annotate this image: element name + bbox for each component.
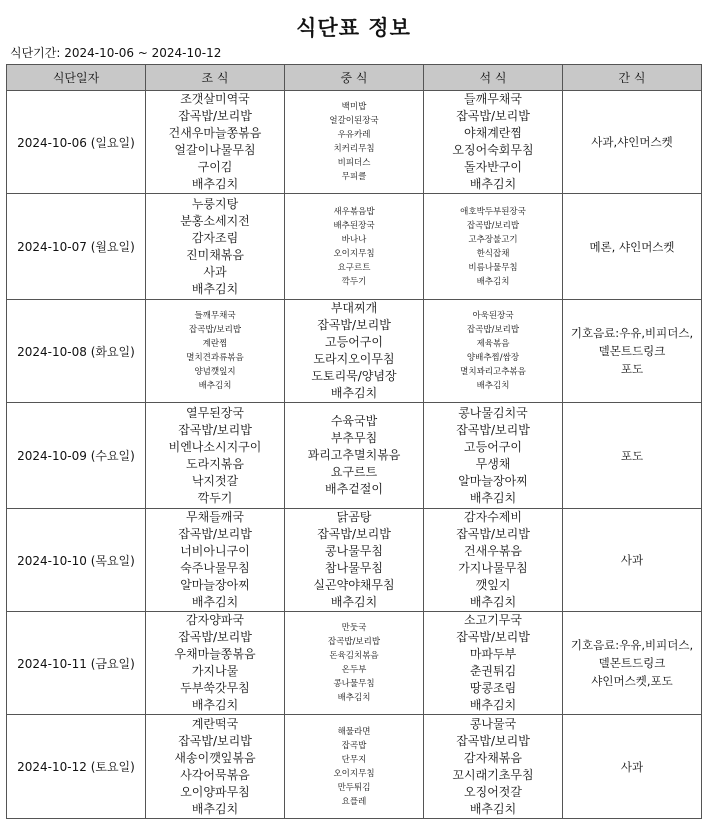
menu-item: 잡곡밥/보리밥 xyxy=(178,527,252,541)
menu-item: 고추장불고기 xyxy=(468,234,518,245)
menu-item: 배추김치 xyxy=(469,177,517,191)
meal-table xyxy=(6,64,702,819)
menu-item: 깻잎지 xyxy=(475,578,511,592)
menu-item: 배추김치 xyxy=(191,698,239,712)
menu-item: 실곤약야채무침 xyxy=(313,578,395,592)
lunch-cell xyxy=(285,715,424,819)
menu-item: 잡곡밥/보리밥 xyxy=(178,109,252,123)
breakfast-cell xyxy=(146,300,285,403)
lunch-cell xyxy=(285,300,424,403)
menu-item: 사각어묵볶음 xyxy=(180,767,250,782)
menu-item: 고등어구이 xyxy=(464,439,522,454)
menu-item: 조갯살미역국 xyxy=(180,92,250,106)
breakfast-cell xyxy=(146,194,285,300)
menu-item: 배추김치 xyxy=(191,281,239,296)
table-row xyxy=(7,403,702,509)
menu-item: 잡곡밥/보리밥 xyxy=(317,527,391,541)
table-row xyxy=(7,300,702,403)
menu-item: 잡곡밥/보리밥 xyxy=(178,422,252,437)
menu-item: 잡곡밥/보리밥 xyxy=(188,325,242,335)
date-cell: 2024-10-08 (화요일) xyxy=(7,300,146,403)
table-row xyxy=(7,509,702,612)
date-cell: 2024-10-11 (금요일) xyxy=(7,612,146,715)
menu-item: 잡곡밥/보리밥 xyxy=(456,527,530,541)
menu-item: 비엔나소시지구이 xyxy=(168,439,262,454)
dinner-cell xyxy=(424,300,563,403)
header-lunch: 중 식 xyxy=(285,65,424,91)
menu-item: 알마늘장아찌 xyxy=(458,473,528,488)
menu-item: 만두튀김 xyxy=(337,782,371,793)
menu-item: 아욱된장국 xyxy=(472,311,514,321)
menu-item: 콩나물무침 xyxy=(333,679,375,689)
menu-item: 잡곡밥/보리밥 xyxy=(456,422,530,437)
snack-item: 델몬트드링크 xyxy=(598,656,666,670)
menu-item: 진미채볶음 xyxy=(186,247,244,262)
menu-item: 양념깻잎지 xyxy=(194,367,236,377)
header-breakfast: 조 식 xyxy=(146,65,285,91)
snack-cell xyxy=(563,403,702,509)
dinner-cell xyxy=(424,194,563,300)
snack-item: 델몬트드링크 xyxy=(598,344,666,358)
menu-item: 낙지젓갈 xyxy=(191,473,239,488)
menu-item: 도토리묵/양념장 xyxy=(311,369,397,383)
menu-item: 배추김치 xyxy=(330,386,378,400)
menu-item: 무피클 xyxy=(341,172,367,182)
snack-item: 기호음료:우유,비피더스, xyxy=(570,638,694,652)
snack-item: 사과 xyxy=(620,553,644,567)
menu-item: 만둣국 xyxy=(341,623,367,633)
snack-cell xyxy=(563,715,702,819)
menu-item: 열무된장국 xyxy=(186,405,244,420)
lunch-cell xyxy=(285,509,424,612)
dinner-cell xyxy=(424,403,563,509)
menu-item: 잡곡밥 xyxy=(341,740,367,751)
menu-item: 들깨무채국 xyxy=(464,92,522,106)
breakfast-cell xyxy=(146,403,285,509)
snack-item: 사과,샤인머스켓 xyxy=(591,135,673,149)
menu-item: 잡곡밥/보리밥 xyxy=(456,733,530,748)
menu-item: 잡곡밥/보리밥 xyxy=(317,318,391,332)
menu-item: 배추김치 xyxy=(330,595,378,609)
menu-item: 알마늘장아찌 xyxy=(180,578,250,592)
menu-item: 소고기무국 xyxy=(464,613,522,627)
lunch-cell xyxy=(285,612,424,715)
menu-item: 감자수제비 xyxy=(464,510,522,524)
menu-item: 도라지오이무침 xyxy=(313,352,395,366)
menu-item: 비름나물무침 xyxy=(468,262,518,273)
snack-item: 포도 xyxy=(620,448,644,463)
date-cell: 2024-10-06 (일요일) xyxy=(7,91,146,194)
menu-item: 꽈리고추멸치볶음 xyxy=(307,448,401,462)
menu-item: 돌자반구이 xyxy=(464,160,522,174)
menu-item: 배추김치 xyxy=(191,801,239,816)
menu-item: 배추김치 xyxy=(469,490,517,505)
menu-item: 요구르트 xyxy=(330,465,378,479)
menu-item: 수육국밥 xyxy=(330,414,378,428)
menu-item: 콩나물김치국 xyxy=(458,405,528,420)
header-dinner: 석 식 xyxy=(424,65,563,91)
menu-item: 치커리무침 xyxy=(333,144,375,154)
snack-item: 사과 xyxy=(620,759,644,774)
menu-item: 고등어구이 xyxy=(325,335,383,349)
menu-item: 야채계란찜 xyxy=(464,126,522,140)
date-cell: 2024-10-07 (월요일) xyxy=(7,194,146,300)
menu-item: 잡곡밥/보리밥 xyxy=(456,630,530,644)
dinner-cell xyxy=(424,715,563,819)
menu-item: 춘권튀김 xyxy=(469,664,517,678)
menu-item: 오이양파무침 xyxy=(180,784,250,799)
lunch-cell xyxy=(285,91,424,194)
table-row xyxy=(7,715,702,819)
menu-item: 잡곡밥/보리밥 xyxy=(178,630,252,644)
menu-item: 잡곡밥/보리밥 xyxy=(456,109,530,123)
menu-item: 들깨무채국 xyxy=(194,311,236,321)
menu-item: 마파두부 xyxy=(469,647,517,661)
menu-item: 요구르트 xyxy=(337,262,371,273)
menu-item: 사과 xyxy=(203,264,227,279)
snack-cell xyxy=(563,91,702,194)
menu-item: 콩나물무침 xyxy=(325,544,383,558)
menu-item: 요플레 xyxy=(341,796,367,807)
menu-item: 무채들깨국 xyxy=(186,510,244,524)
menu-item: 배추김치 xyxy=(337,693,371,703)
menu-item: 잡곡밥/보리밥 xyxy=(466,325,520,335)
menu-item: 너비아니구이 xyxy=(180,544,250,558)
menu-item: 배추김치 xyxy=(469,595,517,609)
menu-item: 감자양파국 xyxy=(186,613,244,627)
menu-item: 계란찜 xyxy=(202,339,228,349)
menu-item: 바나나 xyxy=(341,234,367,245)
menu-item: 새송이깻잎볶음 xyxy=(174,750,256,765)
menu-item: 백미밥 xyxy=(341,102,367,112)
menu-item: 건새우볶음 xyxy=(464,544,522,558)
menu-item: 오이지무침 xyxy=(333,768,375,779)
dinner-cell xyxy=(424,91,563,194)
menu-item: 멸치꽈리고추볶음 xyxy=(460,367,526,377)
menu-item: 양배추찜/쌈장 xyxy=(466,353,520,363)
menu-item: 참나물무침 xyxy=(325,561,383,575)
menu-item: 우채마늘쫑볶음 xyxy=(174,647,256,661)
table-row xyxy=(7,612,702,715)
date-cell: 2024-10-10 (목요일) xyxy=(7,509,146,612)
menu-item: 배추김치 xyxy=(198,381,232,391)
menu-item: 도라지볶음 xyxy=(186,456,244,471)
page-title: 식단표 정보 xyxy=(296,16,411,40)
menu-item: 오징어젓갈 xyxy=(464,784,522,799)
menu-item: 가지나물무침 xyxy=(458,561,528,575)
table-header-row xyxy=(7,65,702,91)
menu-item: 깍두기 xyxy=(341,276,367,287)
breakfast-cell xyxy=(146,509,285,612)
menu-item: 콩나물국 xyxy=(469,716,517,731)
menu-item: 배추된장국 xyxy=(333,220,375,231)
menu-item: 돈육김치볶음 xyxy=(329,651,379,661)
dinner-cell xyxy=(424,612,563,715)
menu-item: 무생채 xyxy=(475,456,511,471)
menu-item: 오이지무침 xyxy=(333,248,375,259)
menu-item: 배추김치 xyxy=(476,381,510,391)
menu-item: 우유카레 xyxy=(337,130,371,140)
menu-item: 제육볶음 xyxy=(476,339,510,349)
menu-item: 한식잡채 xyxy=(476,248,510,259)
header-date: 식단일자 xyxy=(7,65,146,91)
menu-item: 분홍소세지전 xyxy=(180,213,250,228)
lunch-cell xyxy=(285,403,424,509)
breakfast-cell xyxy=(146,91,285,194)
snack-cell xyxy=(563,509,702,612)
date-cell: 2024-10-12 (토요일) xyxy=(7,715,146,819)
menu-item: 배추김치 xyxy=(191,595,239,609)
snack-cell xyxy=(563,300,702,403)
menu-item: 두부쑥갓무침 xyxy=(180,681,250,695)
menu-item: 깍두기 xyxy=(197,490,233,505)
snack-item: 포도 xyxy=(620,362,644,376)
breakfast-cell xyxy=(146,715,285,819)
snack-item: 기호음료:우유,비피더스, xyxy=(570,326,694,340)
menu-item: 잡곡밥/보리밥 xyxy=(327,637,381,647)
dinner-cell xyxy=(424,509,563,612)
menu-item: 숙주나물무침 xyxy=(180,561,250,575)
menu-item: 부추무침 xyxy=(330,431,378,445)
menu-item: 건새우마늘쫑볶음 xyxy=(168,126,262,140)
menu-item: 땅콩조림 xyxy=(469,681,517,695)
menu-item: 꼬시래기초무침 xyxy=(452,767,534,782)
table-row xyxy=(7,91,702,194)
menu-item: 잡곡밥/보리밥 xyxy=(178,733,252,748)
breakfast-cell xyxy=(146,612,285,715)
menu-item: 얼갈이나물무침 xyxy=(174,143,256,157)
menu-item: 배추김치 xyxy=(469,801,517,816)
menu-item: 계란떡국 xyxy=(191,716,239,731)
lunch-cell xyxy=(285,194,424,300)
snack-item: 샤인머스켓,포도 xyxy=(591,674,673,688)
menu-item: 구이김 xyxy=(197,160,233,174)
menu-item: 감자조림 xyxy=(191,230,239,245)
snack-item: 메론, 샤인머스켓 xyxy=(589,239,675,254)
menu-item: 누룽지탕 xyxy=(191,196,239,211)
menu-item: 비피더스 xyxy=(337,158,371,168)
menu-item: 배추김치 xyxy=(191,177,239,191)
snack-cell xyxy=(563,194,702,300)
date-cell: 2024-10-09 (수요일) xyxy=(7,403,146,509)
menu-item: 잡곡밥/보리밥 xyxy=(466,220,520,231)
meal-period: 식단기간: 2024-10-06 ~ 2024-10-12 xyxy=(10,46,222,60)
table-row xyxy=(7,194,702,300)
menu-item: 새우볶음밥 xyxy=(333,206,375,217)
menu-item: 얼갈이된장국 xyxy=(329,116,379,126)
menu-item: 감자채볶음 xyxy=(464,750,522,765)
menu-item: 배추김치 xyxy=(469,698,517,712)
menu-item: 배추겉절이 xyxy=(325,482,383,496)
menu-item: 오징어숙회무침 xyxy=(452,143,534,157)
menu-item: 해물라면 xyxy=(337,726,371,737)
menu-item: 가지나물 xyxy=(191,664,239,678)
menu-item: 부대찌개 xyxy=(330,301,378,315)
snack-cell xyxy=(563,612,702,715)
menu-item: 애호박두부된장국 xyxy=(460,206,526,217)
menu-item: 온두부 xyxy=(341,665,367,675)
menu-item: 단무지 xyxy=(341,754,367,765)
menu-item: 배추김치 xyxy=(476,276,510,287)
menu-item: 멸치견과류볶음 xyxy=(186,353,244,363)
header-snack: 간 식 xyxy=(563,65,702,91)
menu-item: 닭곰탕 xyxy=(336,510,372,524)
